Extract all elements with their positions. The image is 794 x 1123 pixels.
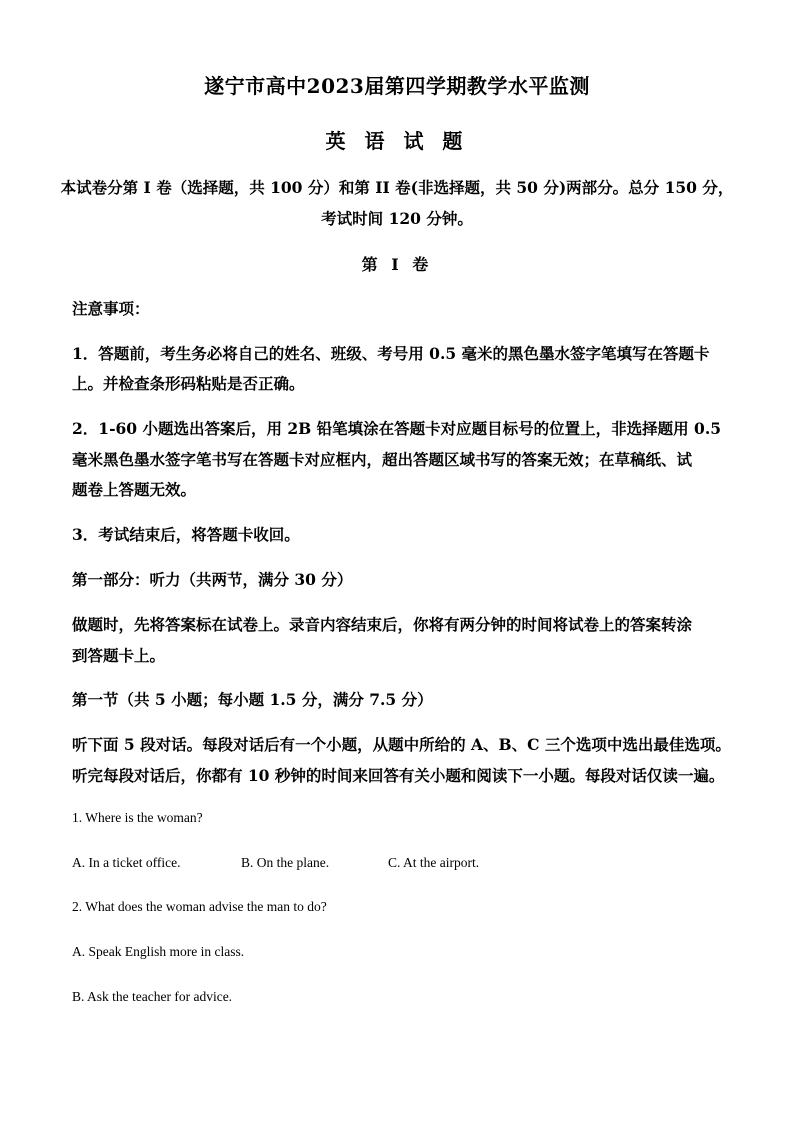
note-1-line-1: 1．答题前，考生务必将自己的姓名、班级、考号用 0.5 毫米的黑色墨水签字笔填写在答题卡 [72, 344, 710, 363]
note-3: 3．考试结束后，将答题卡收回。 [72, 525, 300, 544]
exam-title: 遂宁市高中2023届第四学期教学水平监测 [204, 74, 590, 98]
part-1-heading: 第一节（共 5 小题；每小题 1.5 分，满分 7.5 分） [72, 690, 433, 709]
note-2-line-1: 2．1-60 小题选出答案后，用 2B 铅笔填涂在答题卡对应题目标号的位置上，非选择题用 0.5 [72, 419, 722, 438]
intro-line-1: 本试卷分第 I 卷（选择题，共 100 分）和第 II 卷(非选择题，共 50 分)两部分。总分 150 分， [60, 178, 734, 197]
question-2-option-a: A. Speak English more in class. [72, 944, 245, 959]
section-1-instruction-line-1: 做题时，先将答案标在试卷上。录音内容结束后，你将有两分钟的时间将试卷上的答案转涂 [72, 615, 693, 634]
question-1-option-c: C. At the airport. [388, 855, 480, 870]
question-2-option-b: B. Ask the teacher for advice. [72, 989, 233, 1004]
part-1-instruction-line-1: 听下面 5 段对话。每段对话后有一个小题，从题中所给的 A、B、C 三个选项中选出最佳选项。 [72, 735, 731, 754]
question-1-stem: 1. Where is the woman? [72, 810, 203, 825]
question-1-option-a: A. In a ticket office. [72, 855, 181, 870]
exam-subtitle: 英 语 试 题 [325, 129, 469, 153]
intro-line-2: 考试时间 120 分钟。 [321, 209, 473, 228]
note-2-line-3: 题卷上答题无效。 [72, 480, 197, 499]
notes-heading: 注意事项： [72, 299, 150, 318]
volume-heading: 第 I 卷 [361, 255, 433, 274]
question-1-option-b: B. On the plane. [241, 855, 330, 870]
part-1-instruction-line-2: 听完每段对话后，你都有 10 秒钟的时间来回答有关小题和阅读下一小题。每段对话仅读一遍。 [72, 766, 725, 785]
question-2-stem: 2. What does the woman advise the man to do? [72, 899, 327, 914]
section-1-heading: 第一部分：听力（共两节，满分 30 分） [72, 570, 353, 589]
section-1-instruction-line-2: 到答题卡上。 [72, 646, 166, 665]
question-1-options [72, 855, 672, 875]
note-2-line-2: 毫米黑色墨水签字笔书写在答题卡对应框内，超出答题区域书写的答案无效；在草稿纸、试 [72, 450, 693, 469]
note-1-line-2: 上。并检查条形码粘贴是否正确。 [72, 374, 305, 393]
